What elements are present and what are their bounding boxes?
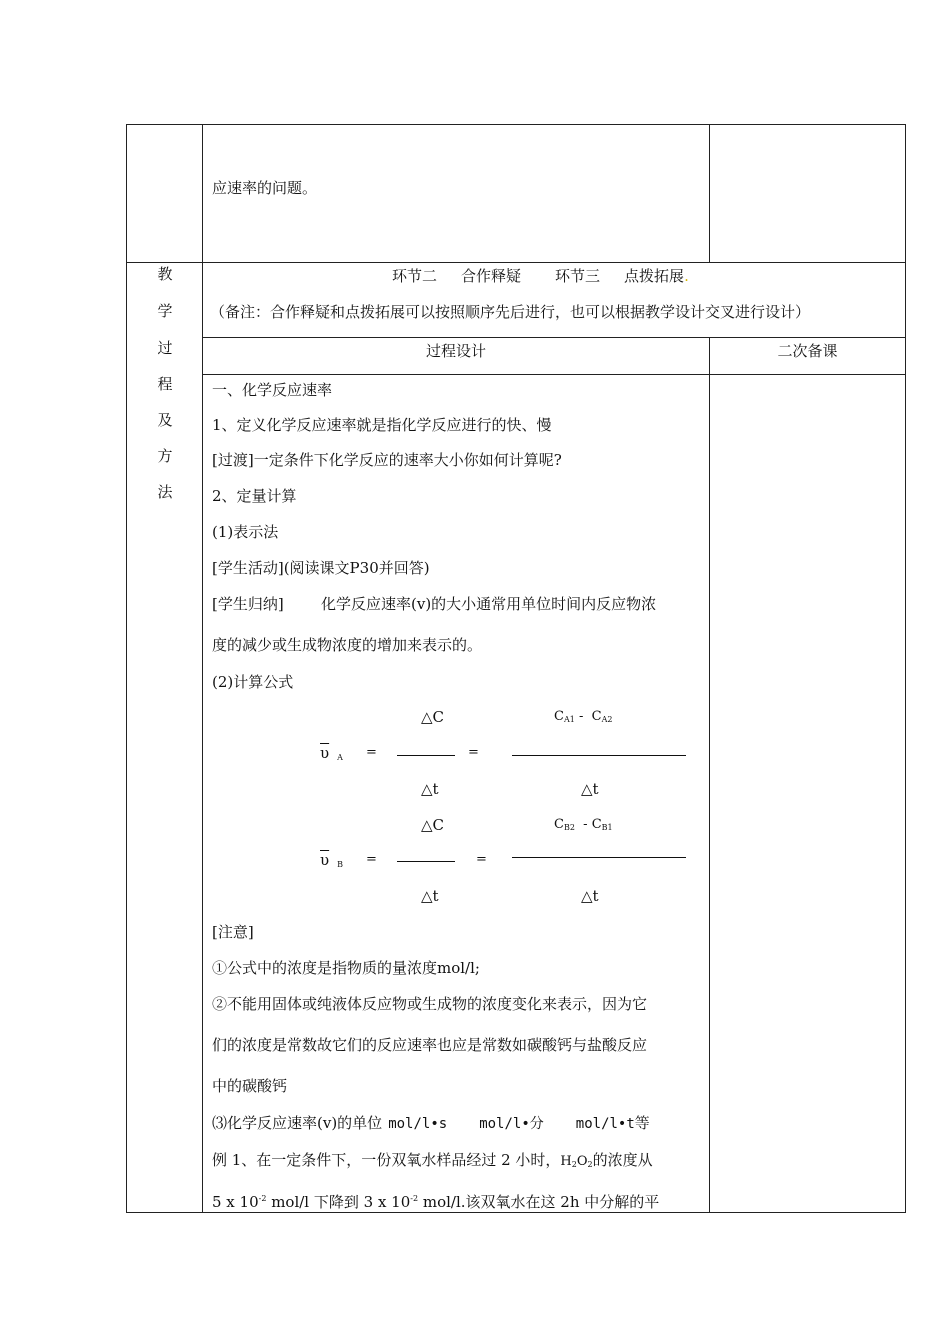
header-row-bottom [202,374,906,375]
line-summary: 化学反应速率(v)的大小通常用单位时间内反应物浓 [321,595,657,613]
formula-b-fraction-bar [397,861,455,862]
row1-bottom-border [126,262,906,263]
formula-a-delta-c: △C [421,708,445,726]
formula-b-numerator: $C_{B2} - C_{B1}$ [554,817,613,832]
label-char: 方 [157,447,173,465]
section-part: 合作释疑 [461,267,522,285]
section-part: 点拨拓展 [624,267,685,285]
header-row-top [202,337,906,338]
label-char: 法 [157,483,173,501]
note-item-2-cont: 们的浓度是常数故它们的反应速率也应是常数如碳酸钙与盐酸反应 [212,1036,648,1054]
col-header-prep: 二次备课 [777,342,838,360]
label-char: 程 [157,375,173,393]
col-header-design: 过程设计 [425,342,486,360]
line-transition: [过渡]一定条件下化学反应的速率大小你如何计算呢? [212,451,562,469]
formula-b-eq2: = [476,852,487,867]
formula-a-eq1: = [366,745,377,760]
formula-b-delta-t-2: △t [581,887,599,905]
formula-a-numerator: $C_{A1} - C_{A2}$ [554,709,613,724]
line-heading: 一、化学反应速率 [212,381,333,399]
note-title: [注意] [212,923,254,941]
table-top-border [126,124,906,125]
note-item-2: ②不能用固体或纯液体反应物或生成物的浓度变化来表示，因为它 [212,995,648,1013]
line-formula-title: (2)计算公式 [212,673,294,691]
formula-b-delta-c: △C [421,816,445,834]
formula-b-rate: $\overline{\upsilon}$ $_B$ [320,851,344,869]
formula-b-delta-t: △t [421,887,439,905]
section-header: 环节二 合作释疑 环节三 点拨拓展. [392,267,689,285]
formula-a-delta-t: △t [421,780,439,798]
formula-b-eq1: = [366,852,377,867]
formula-a-eq2: = [468,745,479,760]
formula-a-delta-t-2: △t [581,780,599,798]
line-quant: 2、定量计算 [212,487,297,505]
line-repr: (1)表示法 [212,523,279,541]
note-item-3: ⑶化学反应速率(v)的单位 mol/l•s mol/l•分 mol/l•t等 [212,1114,650,1132]
formula-a-rate: $\overline{\upsilon}$ $_A$ [320,744,343,762]
table-left-border [126,124,127,1213]
table-bottom-border [126,1212,906,1213]
prep-divider-main [709,337,710,1213]
note-item-2-end: 中的碳酸钙 [212,1077,288,1095]
label-char: 过 [157,339,173,357]
note-item-1: ①公式中的浓度是指物质的量浓度mol/l; [212,959,480,977]
section-part: 环节三 [555,267,601,285]
row1-text: 应速率的问题。 [212,179,318,197]
label-char: 学 [157,302,173,320]
note-text: （备注：合作释疑和点拨拓展可以按照顺序先后进行，也可以根据教学设计交叉进行设计） [210,303,811,321]
label-char: 教 [157,265,173,283]
prep-divider-top [709,124,710,263]
line-activity: [学生活动](阅读课文P30并回答) [212,559,430,577]
line-definition: 1、定义化学反应速率就是指化学反应进行的快、慢 [212,416,552,434]
line-summary-cont: 度的减少或生成物浓度的增加来表示的。 [212,636,483,654]
section-part: 环节二 [392,267,438,285]
formula-a-fraction-bar [397,755,455,756]
example-line-2: 5 x $10^{-2}$ mol/l 下降到 3 x $10^{-2}$ mol/l.该双氧水在这 2h 中分解的平 [212,1193,660,1211]
label-char: 及 [157,411,173,429]
table-right-border [905,124,906,1213]
formula-b-fraction-bar-2 [512,857,686,858]
left-column-divider [202,124,203,1213]
line-summary-label: [学生归纳] [212,595,284,613]
formula-a-fraction-bar-2 [512,755,686,756]
example-line-1: 例 1、在一定条件下，一份双氧水样品经过 2 小时，$H_2O_2$的浓度从 [212,1151,653,1169]
